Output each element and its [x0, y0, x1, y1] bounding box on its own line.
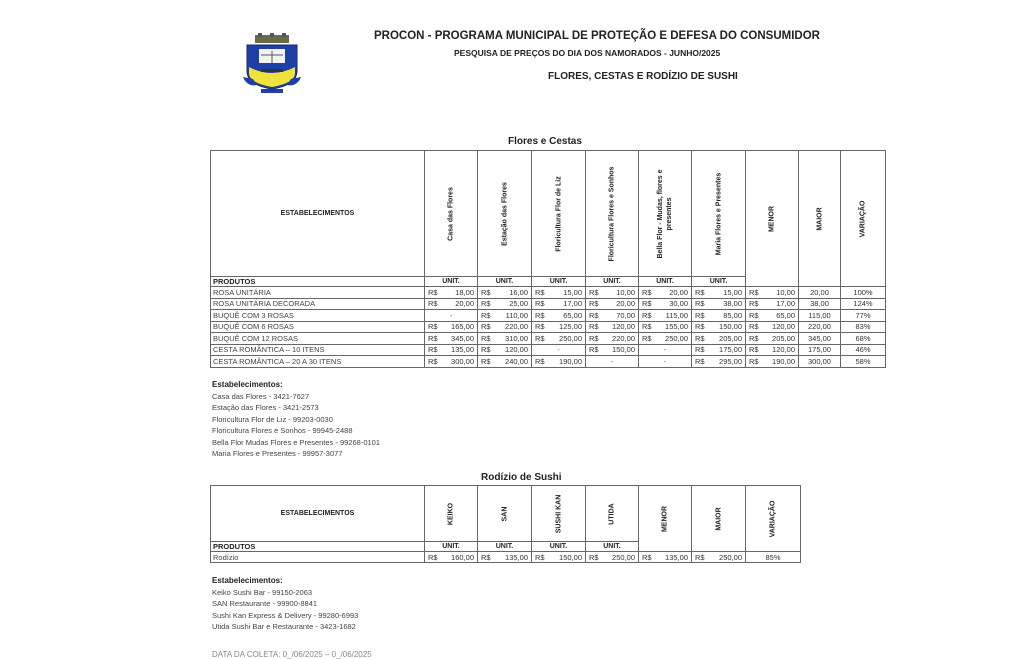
price-cell	[478, 321, 532, 333]
price-value: 250,00	[665, 333, 688, 343]
price-cell	[478, 333, 532, 345]
col-header-maior: MAIOR	[692, 486, 746, 552]
price-cell	[586, 298, 639, 310]
product-name: ROSA UNITÁRIA DECORADA	[211, 298, 425, 310]
price-cell	[425, 333, 478, 345]
price-cell	[586, 344, 639, 356]
price-value: 15,00	[723, 287, 742, 297]
currency-symbol: R$	[589, 333, 599, 343]
price-cell	[532, 333, 586, 345]
flores-establishment-list	[212, 379, 380, 460]
menor-cell: R$ 17,00	[746, 298, 799, 310]
table-row	[211, 356, 886, 368]
price-value: 17,00	[563, 299, 582, 309]
price-cell	[425, 321, 478, 333]
price-cell	[532, 321, 586, 333]
menor-cell: R$ 65,00	[746, 310, 799, 322]
product-name: BUQUÊ COM 3 ROSAS	[211, 310, 425, 322]
price-value: 310,00	[505, 333, 528, 343]
price-value: 160,00	[451, 552, 474, 562]
price-cell	[478, 356, 532, 368]
price-value: 150,00	[612, 345, 635, 355]
variacao-cell: 77%	[841, 310, 886, 322]
variacao-cell: 46%	[841, 344, 886, 356]
establishments-header: ESTABELECIMENTOS	[211, 151, 425, 277]
currency-symbol: R$	[428, 287, 438, 297]
product-name: ROSA UNITÁRIA	[211, 287, 425, 299]
col-header-store: SUSHI KAN	[532, 486, 586, 542]
currency-symbol: R$	[642, 287, 652, 297]
section-heading: FLORES, CESTAS E RODÍZIO DE SUSHI	[548, 71, 738, 82]
unit-label: UNIT.	[478, 542, 532, 552]
product-name: BUQUÊ COM 6 ROSAS	[211, 321, 425, 333]
price-value: 250,00	[612, 552, 635, 562]
currency-symbol: R$	[428, 299, 438, 309]
sushi-table-body	[211, 552, 801, 563]
document-title: PROCON - PROGRAMA MUNICIPAL DE PROTEÇÃO E DEFESA DO CONSUMIDOR	[374, 30, 820, 42]
unit-label: UNIT.	[425, 542, 478, 552]
currency-symbol: R$	[695, 299, 705, 309]
list-item: Bella Flor Mudas Flores e Presentes - 99268-0101	[212, 437, 381, 447]
currency-symbol: R$	[481, 345, 491, 355]
currency-symbol: R$	[589, 287, 599, 297]
list-item: Maria Flores e Presentes - 99957-3077	[212, 449, 343, 458]
maior-cell: 175,00	[799, 344, 841, 356]
currency-symbol: R$	[535, 356, 545, 366]
price-cell	[692, 333, 746, 345]
list-item: Sushi Kan Express & Delivery - 99280-6993	[212, 610, 359, 620]
price-cell	[532, 356, 586, 368]
list-heading: Estabelecimentos:	[212, 576, 283, 585]
currency-symbol: R$	[589, 552, 599, 562]
price-value: 155,00	[665, 322, 688, 332]
col-header-store: KEIKO	[425, 486, 478, 542]
col-header-variacao: VARIAÇÃO	[841, 151, 886, 287]
col-header-menor: MENOR	[746, 151, 799, 287]
currency-symbol: R$	[589, 310, 599, 320]
price-value: 20,00	[616, 299, 635, 309]
col-header-store: UTIDA	[586, 486, 639, 542]
establishments-header: ESTABELECIMENTOS	[211, 486, 425, 542]
price-value: 38,00	[723, 299, 742, 309]
currency-symbol: R$	[481, 287, 491, 297]
price-cell	[639, 287, 692, 299]
currency-symbol: R$	[428, 552, 438, 562]
price-value: 20,00	[455, 299, 474, 309]
price-cell	[478, 344, 532, 356]
sushi-price-table	[210, 485, 801, 563]
col-header-store: SAN	[478, 486, 532, 542]
table-row	[211, 344, 886, 356]
menor-cell: R$ 120,00	[746, 321, 799, 333]
variacao-cell: 100%	[841, 287, 886, 299]
unit-label: UNIT.	[586, 277, 639, 287]
table-row	[211, 552, 801, 563]
price-value: 175,00	[719, 345, 742, 355]
col-header-store: Maria Flores e Presentes	[692, 151, 746, 277]
price-cell	[478, 310, 532, 322]
currency-symbol: R$	[535, 322, 545, 332]
unit-label: UNIT.	[692, 277, 746, 287]
currency-symbol: R$	[589, 322, 599, 332]
price-cell: -	[639, 356, 692, 368]
price-value: 125,00	[559, 322, 582, 332]
price-cell	[639, 321, 692, 333]
price-cell	[692, 356, 746, 368]
price-value: 190,00	[559, 356, 582, 366]
maior-cell: 38,00	[799, 298, 841, 310]
price-value: 16,00	[509, 287, 528, 297]
price-cell	[425, 552, 478, 563]
currency-symbol: R$	[535, 552, 545, 562]
price-value: 70,00	[616, 310, 635, 320]
unit-label: UNIT.	[478, 277, 532, 287]
flores-table-body	[211, 287, 886, 368]
list-item: Utida Sushi Bar e Restaurante - 3423-1682	[212, 622, 356, 631]
menor-cell: R$ 10,00	[746, 287, 799, 299]
price-cell	[586, 333, 639, 345]
unit-label: UNIT.	[532, 277, 586, 287]
list-heading: Estabelecimentos:	[212, 380, 283, 389]
variacao-cell: 68%	[841, 333, 886, 345]
price-cell: -	[586, 356, 639, 368]
table-row	[211, 298, 886, 310]
table-row	[211, 287, 886, 299]
price-cell: -	[425, 310, 478, 322]
product-name: CESTA ROMÂNTICA – 20 A 30 ITENS	[211, 356, 425, 368]
currency-symbol: R$	[642, 299, 652, 309]
table-row	[211, 321, 886, 333]
col-header-menor: MENOR	[639, 486, 692, 552]
municipal-logo	[241, 33, 303, 95]
price-value: 135,00	[505, 552, 528, 562]
price-value: 220,00	[612, 333, 635, 343]
maior-cell: 20,00	[799, 287, 841, 299]
currency-symbol: R$	[428, 345, 438, 355]
products-header: PRODUTOS	[211, 542, 425, 552]
price-value: 150,00	[719, 322, 742, 332]
unit-label: UNIT.	[532, 542, 586, 552]
col-header-store: Estação das Flores	[478, 151, 532, 277]
currency-symbol: R$	[642, 310, 652, 320]
list-item: Estação das Flores - 3421-2573	[212, 403, 319, 412]
menor-cell: R$ 135,00	[639, 552, 692, 563]
product-name: CESTA ROMÂNTICA – 10 ITENS	[211, 344, 425, 356]
document-subtitle: PESQUISA DE PREÇOS DO DIA DOS NAMORADOS - JUNHO/2025	[454, 48, 721, 58]
price-value: 150,00	[559, 552, 582, 562]
price-value: 110,00	[505, 310, 528, 320]
currency-symbol: R$	[695, 310, 705, 320]
maior-cell: R$ 250,00	[692, 552, 746, 563]
currency-symbol: R$	[695, 333, 705, 343]
currency-symbol: R$	[642, 322, 652, 332]
price-cell	[425, 298, 478, 310]
price-value: 295,00	[719, 356, 742, 366]
list-item: Floricultura Flores e Sonhos - 99945-2488	[212, 426, 353, 435]
product-name: Rodízio	[211, 552, 425, 563]
currency-symbol: R$	[428, 333, 438, 343]
price-cell	[532, 287, 586, 299]
col-header-variacao: VARIAÇÃO	[746, 486, 801, 552]
price-cell	[425, 287, 478, 299]
price-cell	[692, 298, 746, 310]
currency-symbol: R$	[481, 356, 491, 366]
currency-symbol: R$	[481, 333, 491, 343]
price-cell	[692, 287, 746, 299]
price-value: 300,00	[451, 356, 474, 366]
price-cell: -	[532, 344, 586, 356]
currency-symbol: R$	[695, 356, 705, 366]
currency-symbol: R$	[535, 299, 545, 309]
currency-symbol: R$	[535, 310, 545, 320]
price-cell	[586, 287, 639, 299]
price-cell	[425, 344, 478, 356]
sushi-establishment-list	[212, 575, 358, 633]
currency-symbol: R$	[695, 322, 705, 332]
price-value: 240,00	[505, 356, 528, 366]
price-value: 165,00	[451, 322, 474, 332]
col-header-store: Floricultura Flores e Sonhos	[586, 151, 639, 277]
price-cell	[586, 321, 639, 333]
col-header-maior: MAIOR	[799, 151, 841, 287]
price-cell	[639, 333, 692, 345]
price-value: 65,00	[563, 310, 582, 320]
collection-date-line: DATA DA COLETA: 0_/06/2025 – 0_/06/2025	[212, 650, 372, 659]
price-cell	[532, 298, 586, 310]
price-cell	[478, 287, 532, 299]
maior-cell: 220,00	[799, 321, 841, 333]
price-value: 115,00	[665, 310, 688, 320]
currency-symbol: R$	[535, 287, 545, 297]
currency-symbol: R$	[481, 552, 491, 562]
currency-symbol: R$	[428, 356, 438, 366]
products-header: PRODUTOS	[211, 277, 425, 287]
col-header-store: Floricultura Flor de Liz	[532, 151, 586, 277]
price-cell	[532, 310, 586, 322]
sushi-table-title: Rodízio de Sushi	[481, 472, 562, 483]
price-value: 220,00	[505, 322, 528, 332]
price-cell	[692, 310, 746, 322]
price-cell	[532, 552, 586, 563]
price-cell	[692, 344, 746, 356]
currency-symbol: R$	[642, 333, 652, 343]
currency-symbol: R$	[481, 322, 491, 332]
list-item: Keiko Sushi Bar - 99150-2063	[212, 587, 313, 597]
price-value: 30,00	[669, 299, 688, 309]
maior-cell: 345,00	[799, 333, 841, 345]
flores-price-table	[210, 150, 886, 368]
price-value: 25,00	[509, 299, 528, 309]
currency-symbol: R$	[589, 345, 599, 355]
price-value: 120,00	[612, 322, 635, 332]
unit-label: UNIT.	[425, 277, 478, 287]
price-value: 250,00	[559, 333, 582, 343]
price-value: 85,00	[723, 310, 742, 320]
price-value: 205,00	[719, 333, 742, 343]
maior-cell: 300,00	[799, 356, 841, 368]
price-cell	[692, 321, 746, 333]
currency-symbol: R$	[695, 287, 705, 297]
list-item: Casa das Flores - 3421-7627	[212, 391, 310, 401]
price-value: 18,00	[455, 287, 474, 297]
price-cell: -	[639, 344, 692, 356]
price-cell	[586, 310, 639, 322]
table-row	[211, 333, 886, 345]
currency-symbol: R$	[589, 299, 599, 309]
currency-symbol: R$	[535, 333, 545, 343]
currency-symbol: R$	[481, 310, 491, 320]
price-value: 135,00	[451, 345, 474, 355]
menor-cell: R$ 190,00	[746, 356, 799, 368]
price-value: 345,00	[451, 333, 474, 343]
maior-cell: 115,00	[799, 310, 841, 322]
col-header-store: Bella Flor - Mudas, flores e presentes	[639, 151, 692, 277]
menor-cell: R$ 205,00	[746, 333, 799, 345]
price-cell	[639, 310, 692, 322]
menor-cell: R$ 120,00	[746, 344, 799, 356]
price-value: 20,00	[669, 287, 688, 297]
variacao-cell: 85%	[746, 552, 801, 563]
col-header-store: Casa das Flores	[425, 151, 478, 277]
list-item: Floricultura Flor de Liz - 99203-0030	[212, 414, 333, 424]
flores-table-title: Flores e Cestas	[508, 136, 582, 147]
currency-symbol: R$	[428, 322, 438, 332]
price-cell	[586, 552, 639, 563]
variacao-cell: 83%	[841, 321, 886, 333]
price-value: 15,00	[563, 287, 582, 297]
price-cell	[425, 356, 478, 368]
currency-symbol: R$	[695, 345, 705, 355]
price-cell	[478, 298, 532, 310]
variacao-cell: 124%	[841, 298, 886, 310]
table-row	[211, 310, 886, 322]
currency-symbol: R$	[481, 299, 491, 309]
unit-label: UNIT.	[639, 277, 692, 287]
unit-label: UNIT.	[586, 542, 639, 552]
price-value: 120,00	[505, 345, 528, 355]
product-name: BUQUÊ COM 12 ROSAS	[211, 333, 425, 345]
variacao-cell: 58%	[841, 356, 886, 368]
price-value: 10,00	[616, 287, 635, 297]
price-cell	[639, 298, 692, 310]
price-cell	[478, 552, 532, 563]
list-item: SAN Restaurante - 99900-8841	[212, 599, 318, 608]
